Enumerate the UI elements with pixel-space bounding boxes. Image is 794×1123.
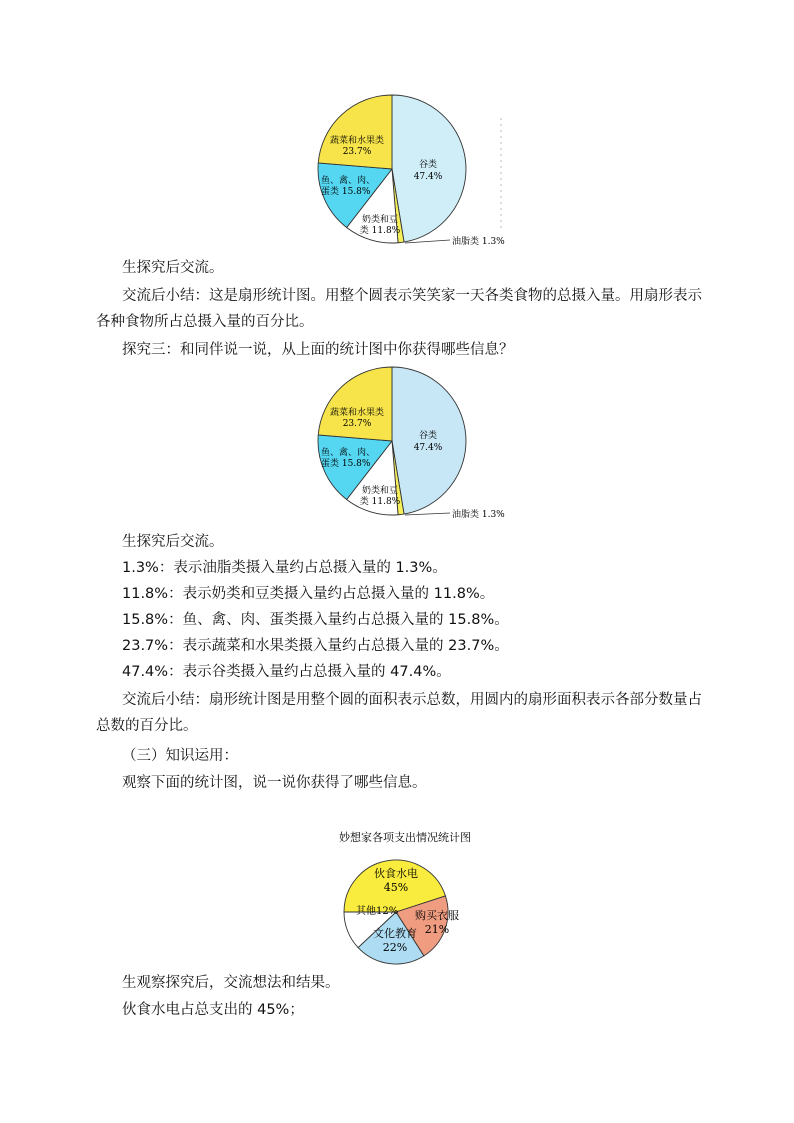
milk-label: 奶类和豆: [361, 215, 399, 225]
veg-label: 蔬菜和水果类: [329, 136, 385, 146]
pie-slice-2-4: [318, 367, 392, 441]
pie-slice-1-4: [318, 95, 392, 169]
paragraph: 11.8%：表示奶类和豆类摄入量约占总摄入量的 11.8%。: [122, 586, 495, 602]
grain-label: 谷类: [418, 431, 438, 441]
fish-label: 鱼、禽、肉、: [321, 176, 376, 186]
oil-label: 油脂类 1.3%: [452, 510, 505, 520]
other-label: 其他12%: [356, 906, 399, 917]
food-intake-pie-chart-2: [300, 362, 520, 527]
paragraph: 生探究后交流。: [122, 260, 224, 276]
oil-leader-line: [405, 513, 450, 515]
paragraph: 23.7%：表示蔬菜和水果类摄入量约占总摄入量的 23.7%。: [122, 638, 509, 654]
fish-percent: 蛋类 15.8%: [321, 459, 371, 469]
paragraph: 探究三：和同伴说一说，从上面的统计图中你获得哪些信息？: [122, 342, 514, 358]
paragraph: 伙食水电占总支出的 45%；: [122, 1002, 304, 1018]
food-label: 伙食水电: [374, 867, 418, 880]
food-intake-pie-chart-1: [300, 90, 520, 255]
paragraph: 47.4%：表示谷类摄入量约占总摄入量的 47.4%。: [122, 664, 451, 680]
clothes-label: 购买衣服: [415, 909, 459, 922]
grain-percent: 47.4%: [413, 443, 443, 453]
edu-percent: 22%: [382, 941, 408, 954]
fish-label: 鱼、禽、肉、: [321, 448, 376, 458]
milk-label: 奶类和豆: [361, 486, 399, 496]
grain-label: 谷类: [418, 160, 438, 170]
food-percent: 45%: [383, 881, 409, 894]
clothes-percent: 21%: [424, 923, 450, 936]
chart-title: 妙想家各项支出情况统计图: [339, 831, 471, 844]
paragraph: （三）知识运用：: [122, 748, 238, 764]
veg-percent: 23.7%: [342, 147, 372, 157]
paragraph: 生观察探究后，交流想法和结果。: [122, 975, 340, 991]
family-expense-pie-chart: [320, 825, 500, 965]
milk-percent: 类 11.8%: [359, 497, 401, 507]
paragraph: 交流后小结：这是扇形统计图。用整个圆表示笑笑家一天各类食物的总摄入量。用扇形表示各种食物所占总摄入量的百分比。: [96, 288, 702, 330]
paragraph: 观察下面的统计图，说一说你获得了哪些信息。: [122, 775, 427, 791]
paragraph: 生探究后交流。: [122, 534, 224, 550]
fish-percent: 蛋类 15.8%: [321, 187, 371, 197]
veg-label: 蔬菜和水果类: [329, 408, 385, 418]
paragraph: 15.8%：鱼、禽、肉、蛋类摄入量约占总摄入量的 15.8%。: [122, 612, 509, 628]
edu-label: 文化教育: [373, 927, 417, 940]
veg-percent: 23.7%: [342, 419, 372, 429]
milk-percent: 类 11.8%: [359, 226, 401, 236]
grain-percent: 47.4%: [413, 172, 443, 182]
paragraph: 交流后小结：扇形统计图是用整个圆的面积表示总数，用圆内的扇形面积表示各部分数量占总数的百分比。: [96, 692, 702, 734]
paragraph: 1.3%：表示油脂类摄入量约占总摄入量的 1.3%。: [122, 560, 447, 576]
oil-label: 油脂类 1.3%: [452, 237, 505, 247]
